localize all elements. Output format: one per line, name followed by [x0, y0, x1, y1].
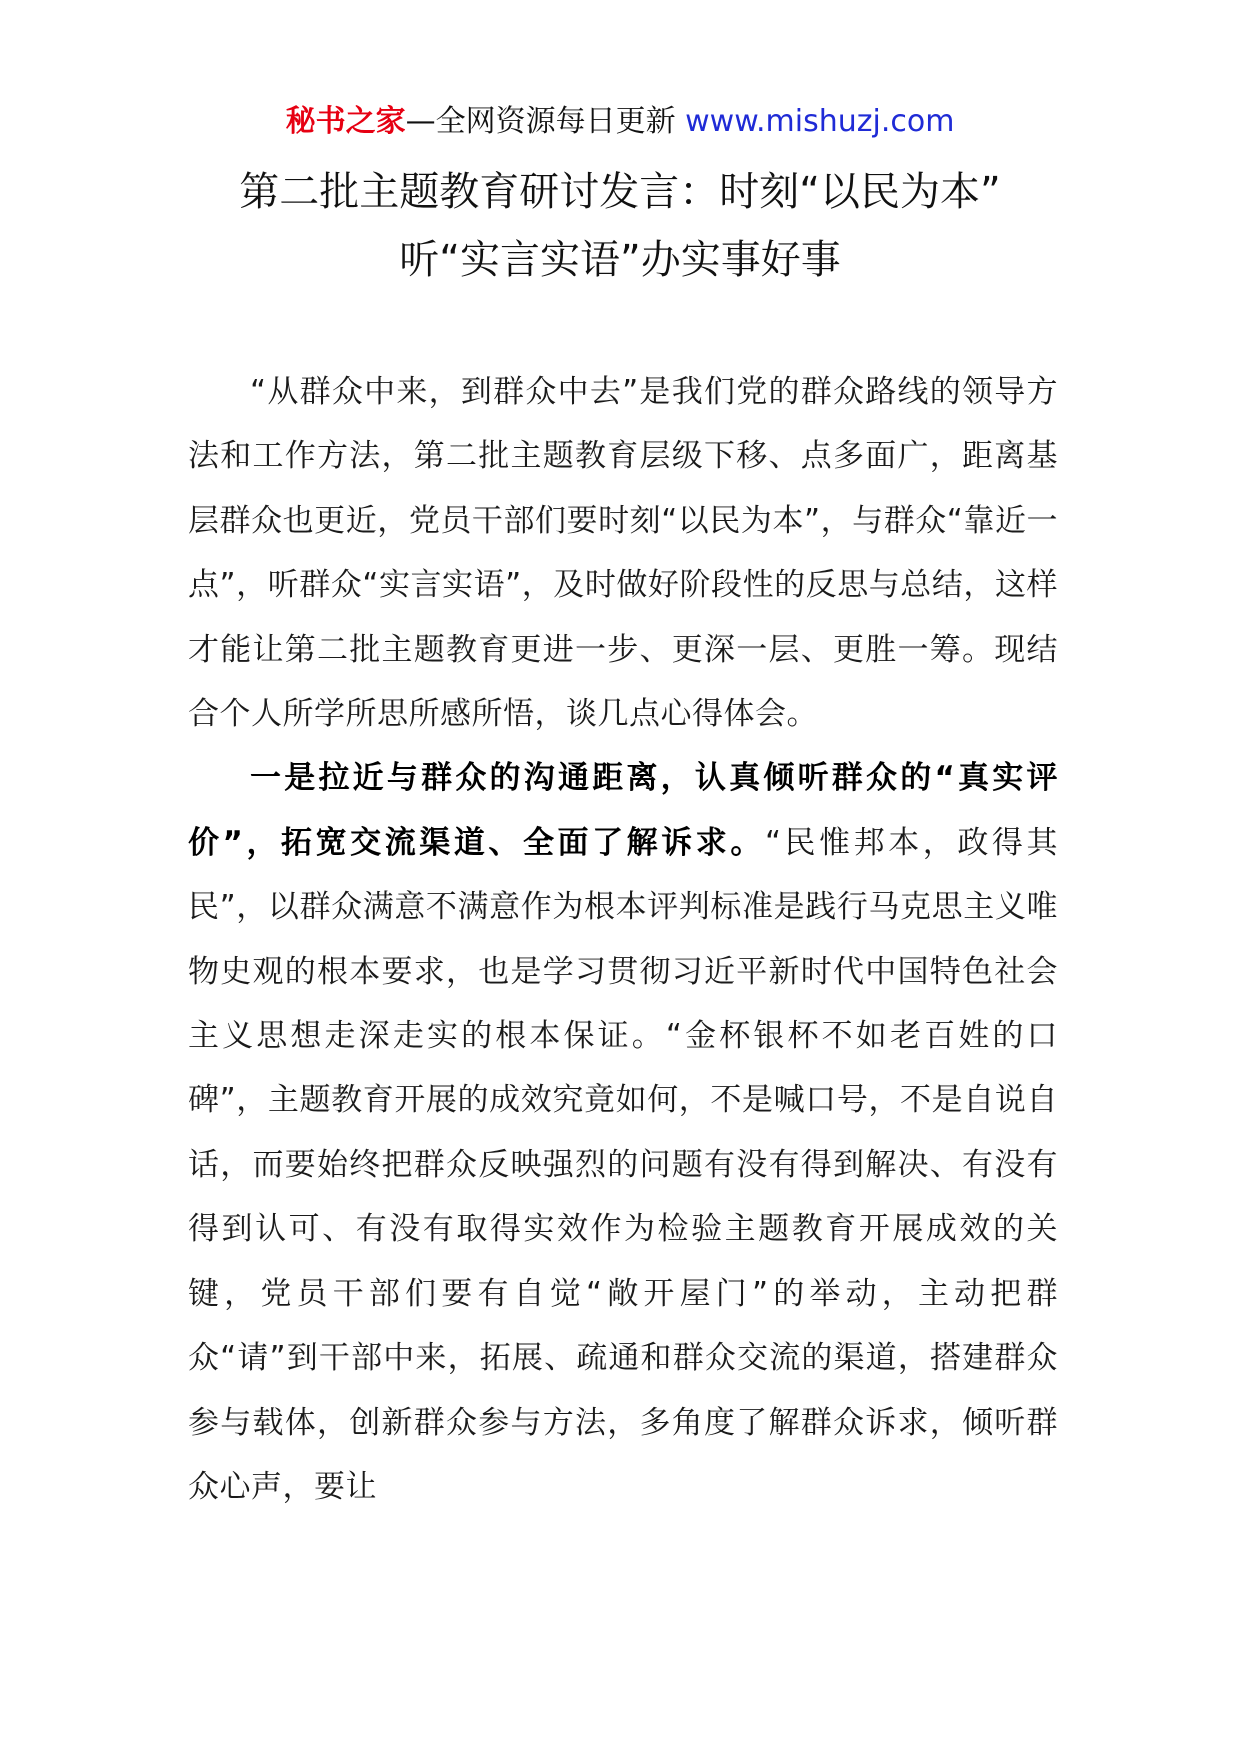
- intro-paragraph: “从群众中来，到群众中去”是我们党的群众路线的领导方法和工作方法，第二批主题教育层级下移、点多面广，距离基层群众也更近，党员干部们要时刻“以民为本”，与群众“靠近一点”，听群众“实言实语”，及时做好阶段性的反思与总结，这样才能让第二批主题教育更进一步、更深一层、更胜一筹。现结合个人所学所思所感所悟，谈几点心得体会。: [188, 374, 1058, 733]
- section-one-heading: 一是拉近与群众的沟通距离，认真倾听群众的“真实评价”，拓宽交流渠道、全面了解诉求。: [188, 760, 1058, 861]
- site-header: [0, 100, 1240, 144]
- section-one-text: “民惟邦本，政得其民”，以群众满意不满意作为根本评判标准是践行马克思主义唯物史观的根本要求，也是学习贯彻习近平新时代中国特色社会主义思想走深走实的根本保证。“金杯银杯不如老百姓的口碑”，主题教育开展的成效究竟如何，不是喊口号，不是自说自话，而要始终把群众反映强烈的问题有没有得到解决、有没有得到认可、有没有取得实效作为检验主题教育开展成效的关键，党员干部们要有自觉“敞开屋门”的举动，主动把群众“请”到干部中来，拓展、疏通和群众交流的渠道，搭建群众参与载体，创新群众参与方法，多角度了解群众诉求，倾听群众心声，要让: [188, 824, 1058, 1505]
- document-title-line-2: 听“实言实语”办实事好事: [399, 237, 841, 283]
- section-one-paragraph: [188, 746, 1058, 1519]
- site-url-link[interactable]: www.mishuzj.com: [685, 104, 955, 139]
- site-slogan: —全网资源每日更新: [405, 104, 676, 139]
- site-name: 秘书之家: [285, 104, 406, 139]
- document-title: [150, 158, 1090, 294]
- document-title-line-1: 第二批主题教育研讨发言：时刻“以民为本”: [239, 169, 1001, 215]
- document-body: [188, 360, 1058, 1519]
